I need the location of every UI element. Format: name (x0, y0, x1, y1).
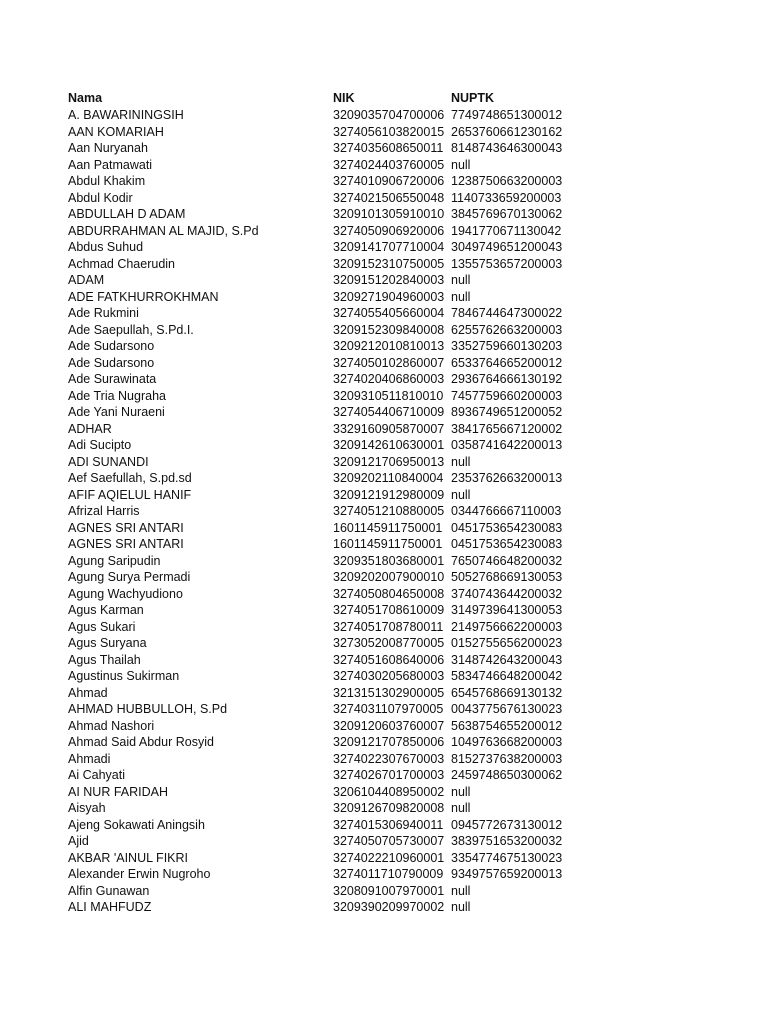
table-row (68, 140, 728, 157)
table-row (68, 718, 728, 735)
cell-nik: 3274054406710009 (333, 405, 445, 419)
table-row (68, 256, 728, 273)
cell-nuptk: 3740743644200032 (451, 586, 563, 601)
table-row (68, 454, 728, 471)
cell-nik: 3274022307670003 (333, 751, 445, 766)
cell-nuptk: 2936764666130192 (451, 372, 563, 386)
table-row (68, 289, 728, 306)
cell-nuptk: null (451, 454, 471, 469)
cell-nama: Ade Yani Nuraeni (68, 405, 165, 419)
cell-nuptk: 3049749651200043 (451, 240, 563, 254)
cell-nik: 3273052008770005 (333, 636, 445, 650)
cell-nik: 3213151302900005 (333, 685, 445, 700)
cell-nama: Agus Thailah (68, 652, 141, 667)
cell-nuptk: null (451, 487, 471, 502)
cell-nik: 3209120603760007 (333, 718, 445, 733)
cell-nik: 3209121706950013 (333, 454, 445, 469)
cell-nik: 3206104408950002 (333, 784, 445, 799)
cell-nama: Afrizal Harris (68, 504, 140, 518)
table-row (68, 635, 728, 652)
table-row (68, 652, 728, 669)
cell-nama: ADAM (68, 273, 105, 287)
cell-nuptk: null (451, 883, 471, 898)
cell-nama: AFIF AQIELUL HANIF (68, 487, 192, 502)
cell-nuptk: 9349757659200013 (451, 867, 563, 881)
cell-nama: Agustinus Sukirman (68, 669, 180, 683)
cell-nuptk: 3354774675130023 (451, 850, 563, 865)
cell-nama: Agung Surya Permadi (68, 570, 191, 584)
cell-nuptk: 0344766667110003 (451, 504, 562, 518)
table-row (68, 124, 728, 141)
table-row (68, 602, 728, 619)
cell-nik: 3274035608650011 (333, 141, 444, 155)
cell-nama: ADI SUNANDI (68, 454, 149, 469)
header-nuptk: NUPTK (451, 91, 495, 105)
table-row (68, 338, 728, 355)
table-row (68, 388, 728, 405)
cell-nik: 3209035704700006 (333, 108, 445, 122)
cell-nama: Ade Saepullah, S.Pd.I. (68, 322, 194, 337)
table-row (68, 503, 728, 520)
cell-nuptk: null (451, 157, 471, 172)
cell-nuptk: 1140733659200003 (451, 190, 562, 205)
cell-nuptk: 5638754655200012 (451, 718, 563, 733)
cell-nuptk: 5834746648200042 (451, 669, 563, 683)
cell-nuptk: 5052768669130053 (451, 570, 563, 584)
cell-nama: Abdus Suhud (68, 240, 144, 254)
table-row (68, 536, 728, 553)
cell-nama: ADE FATKHURROKHMAN (68, 289, 219, 304)
cell-nama: Ahmad (68, 685, 108, 700)
cell-nuptk: 0358741642200013 (451, 438, 563, 452)
cell-nama: AAN KOMARIAH (68, 124, 164, 139)
table-row (68, 470, 728, 487)
table-row (68, 355, 728, 372)
table-row (68, 190, 728, 207)
table-row (68, 668, 728, 685)
cell-nik: 3274051708610009 (333, 603, 445, 617)
cell-nik: 3274015306940011 (333, 817, 444, 832)
cell-nama: ABDULLAH D ADAM (68, 207, 186, 221)
table-row (68, 437, 728, 454)
cell-nik: 3274024403760005 (333, 157, 445, 172)
table-row (68, 520, 728, 537)
cell-nik: 3209310511810010 (333, 388, 444, 403)
cell-nuptk: null (451, 801, 471, 815)
table-row (68, 157, 728, 174)
cell-nik: 1601145911750001 (333, 520, 443, 535)
table-row (68, 833, 728, 850)
table-row (68, 866, 728, 883)
table-row (68, 767, 728, 784)
table-row (68, 850, 728, 867)
cell-nuptk: 0043775676130023 (451, 702, 563, 716)
table-row (68, 421, 728, 438)
table-header (68, 90, 728, 107)
cell-nama: Agus Karman (68, 603, 144, 617)
table-row (68, 701, 728, 718)
cell-nik: 3209271904960003 (333, 289, 445, 304)
cell-nik: 1601145911750001 (333, 537, 443, 551)
table-row (68, 800, 728, 817)
cell-nuptk: 8148743646300043 (451, 141, 563, 155)
table-row (68, 107, 728, 124)
table-row (68, 734, 728, 751)
cell-nama: Ade Sudarsono (68, 339, 155, 353)
cell-nuptk: 8152737638200003 (451, 751, 563, 766)
table-row (68, 371, 728, 388)
cell-nik: 3209101305910010 (333, 207, 445, 221)
cell-nuptk: 2353762663200013 (451, 471, 563, 485)
cell-nama: Aisyah (68, 801, 106, 815)
cell-nuptk: null (451, 289, 471, 304)
cell-nama: AHMAD HUBBULLOH, S.Pd (68, 702, 228, 716)
cell-nik: 3274020406860003 (333, 372, 445, 386)
cell-nama: Aef Saefullah, S.pd.sd (68, 471, 192, 485)
table-row (68, 883, 728, 900)
cell-nik: 3209152309840008 (333, 322, 445, 337)
cell-nama: Ai Cahyati (68, 768, 125, 782)
cell-nuptk: 3148742643200043 (451, 652, 563, 667)
cell-nuptk: null (451, 784, 471, 799)
cell-nuptk: null (451, 273, 471, 287)
cell-nama: AGNES SRI ANTARI (68, 520, 184, 535)
cell-nuptk: 0152755656200023 (451, 636, 563, 650)
table-row (68, 223, 728, 240)
cell-nik: 3209202007900010 (333, 570, 445, 584)
cell-nuptk: 3839751653200032 (451, 834, 563, 848)
cell-nama: Ahmadi (68, 751, 111, 766)
cell-nama: A. BAWARININGSIH (68, 108, 184, 122)
cell-nuptk: 8936749651200052 (451, 405, 563, 419)
table-row (68, 173, 728, 190)
table-row (68, 404, 728, 421)
header-nik: NIK (333, 91, 355, 105)
cell-nuptk: 6545768669130132 (451, 685, 563, 700)
cell-nama: Agus Suryana (68, 636, 147, 650)
cell-nama: ADHAR (68, 421, 112, 436)
cell-nuptk: 0451753654230083 (451, 520, 563, 535)
table-row (68, 899, 728, 916)
table-row (68, 586, 728, 603)
cell-nama: Ade Surawinata (68, 372, 157, 386)
table-row (68, 487, 728, 504)
cell-nik: 3274031107970005 (333, 702, 444, 716)
cell-nik: 3274056103820015 (333, 124, 445, 139)
cell-nuptk: 7846744647300022 (451, 306, 563, 320)
cell-nik: 3209351803680001 (333, 553, 445, 568)
cell-nuptk: 3352759660130203 (451, 339, 563, 353)
cell-nama: Alfin Gunawan (68, 883, 150, 898)
cell-nama: Achmad Chaerudin (68, 256, 176, 271)
cell-nik: 3274050804650008 (333, 586, 445, 601)
table-row (68, 751, 728, 768)
cell-nama: Ade Sudarsono (68, 355, 155, 370)
cell-nik: 3274026701700003 (333, 768, 445, 782)
table-row (68, 569, 728, 586)
table-row (68, 817, 728, 834)
cell-nuptk: 7749748651300012 (451, 108, 563, 122)
header-nama: Nama (68, 91, 103, 105)
cell-nik: 3209142610630001 (333, 438, 445, 452)
cell-nuptk: 3149739641300053 (451, 603, 563, 617)
cell-nama: Ade Tria Nugraha (68, 388, 166, 403)
table-body (68, 107, 728, 916)
cell-nama: Ajeng Sokawati Aningsih (68, 817, 205, 832)
table-row (68, 272, 728, 289)
cell-nama: ALI MAHFUDZ (68, 900, 152, 914)
cell-nuptk: 2653760661230162 (451, 124, 563, 139)
cell-nama: Ahmad Said Abdur Rosyid (68, 735, 214, 749)
cell-nik: 3274051708780011 (333, 619, 444, 634)
cell-nik: 3274022210960001 (333, 850, 445, 865)
cell-nama: Adi Sucipto (68, 438, 132, 452)
cell-nuptk: 2459748650300062 (451, 768, 563, 782)
table-row (68, 305, 728, 322)
cell-nuptk: 0451753654230083 (451, 537, 563, 551)
cell-nik: 3209202110840004 (333, 471, 444, 485)
cell-nik: 3274050102860007 (333, 355, 445, 370)
cell-nuptk: 7457759660200003 (451, 388, 563, 403)
cell-nama: Abdul Khakim (68, 174, 146, 188)
cell-nik: 3209141707710004 (333, 240, 445, 254)
cell-nuptk: 1941770671130042 (451, 223, 562, 238)
cell-nik: 3274011710790009 (333, 867, 444, 881)
cell-nik: 3274050705730007 (333, 834, 445, 848)
data-table (68, 90, 728, 916)
table-row (68, 553, 728, 570)
cell-nik: 3274055405660004 (333, 306, 445, 320)
table-row (68, 239, 728, 256)
cell-nama: ABDURRAHMAN AL MAJID, S.Pd (68, 223, 259, 238)
cell-nuptk: 1049763668200003 (451, 735, 563, 749)
cell-nik: 3274051608640006 (333, 652, 445, 667)
cell-nik: 3208091007970001 (333, 883, 445, 898)
cell-nik: 3274051210880005 (333, 504, 445, 518)
cell-nama: Ajid (68, 834, 89, 848)
cell-nama: Aan Nuryanah (68, 141, 148, 155)
cell-nik: 3209151202840003 (333, 273, 445, 287)
cell-nuptk: 2149756662200003 (451, 619, 563, 634)
cell-nik: 3274010906720006 (333, 174, 445, 188)
cell-nama: Agung Saripudin (68, 553, 161, 568)
table-row (68, 206, 728, 223)
cell-nuptk: 3841765667120002 (451, 421, 563, 436)
cell-nik: 3209121912980009 (333, 487, 445, 502)
cell-nuptk: 6255762663200003 (451, 322, 563, 337)
cell-nik: 3209152310750005 (333, 256, 445, 271)
cell-nik: 3209126709820008 (333, 801, 445, 815)
table-row (68, 619, 728, 636)
cell-nama: Alexander Erwin Nugroho (68, 867, 211, 881)
cell-nuptk: null (451, 900, 471, 914)
cell-nama: AI NUR FARIDAH (68, 784, 169, 799)
cell-nik: 3274030205680003 (333, 669, 445, 683)
cell-nuptk: 1355753657200003 (451, 256, 563, 271)
cell-nik: 3209212010810013 (333, 339, 445, 353)
cell-nama: AKBAR 'AINUL FIKRI (68, 850, 189, 865)
cell-nik: 3209121707850006 (333, 735, 445, 749)
cell-nuptk: 1238750663200003 (451, 174, 563, 188)
cell-nama: Agung Wachyudiono (68, 586, 183, 601)
cell-nuptk: 6533764665200012 (451, 355, 563, 370)
cell-nama: Ade Rukmini (68, 306, 139, 320)
table-row (68, 784, 728, 801)
cell-nama: AGNES SRI ANTARI (68, 537, 184, 551)
cell-nama: Aan Patmawati (68, 157, 153, 172)
cell-nama: Agus Sukari (68, 619, 136, 634)
cell-nik: 3274050906920006 (333, 223, 445, 238)
table-row (68, 322, 728, 339)
cell-nama: Abdul Kodir (68, 190, 133, 205)
cell-nik: 3329160905870007 (333, 421, 445, 436)
cell-nuptk: 0945772673130012 (451, 817, 563, 832)
cell-nik: 3274021506550048 (333, 190, 445, 205)
cell-nuptk: 3845769670130062 (451, 207, 563, 221)
cell-nama: Ahmad Nashori (68, 718, 155, 733)
cell-nuptk: 7650746648200032 (451, 553, 563, 568)
cell-nik: 3209390209970002 (333, 900, 445, 914)
table-row (68, 685, 728, 702)
